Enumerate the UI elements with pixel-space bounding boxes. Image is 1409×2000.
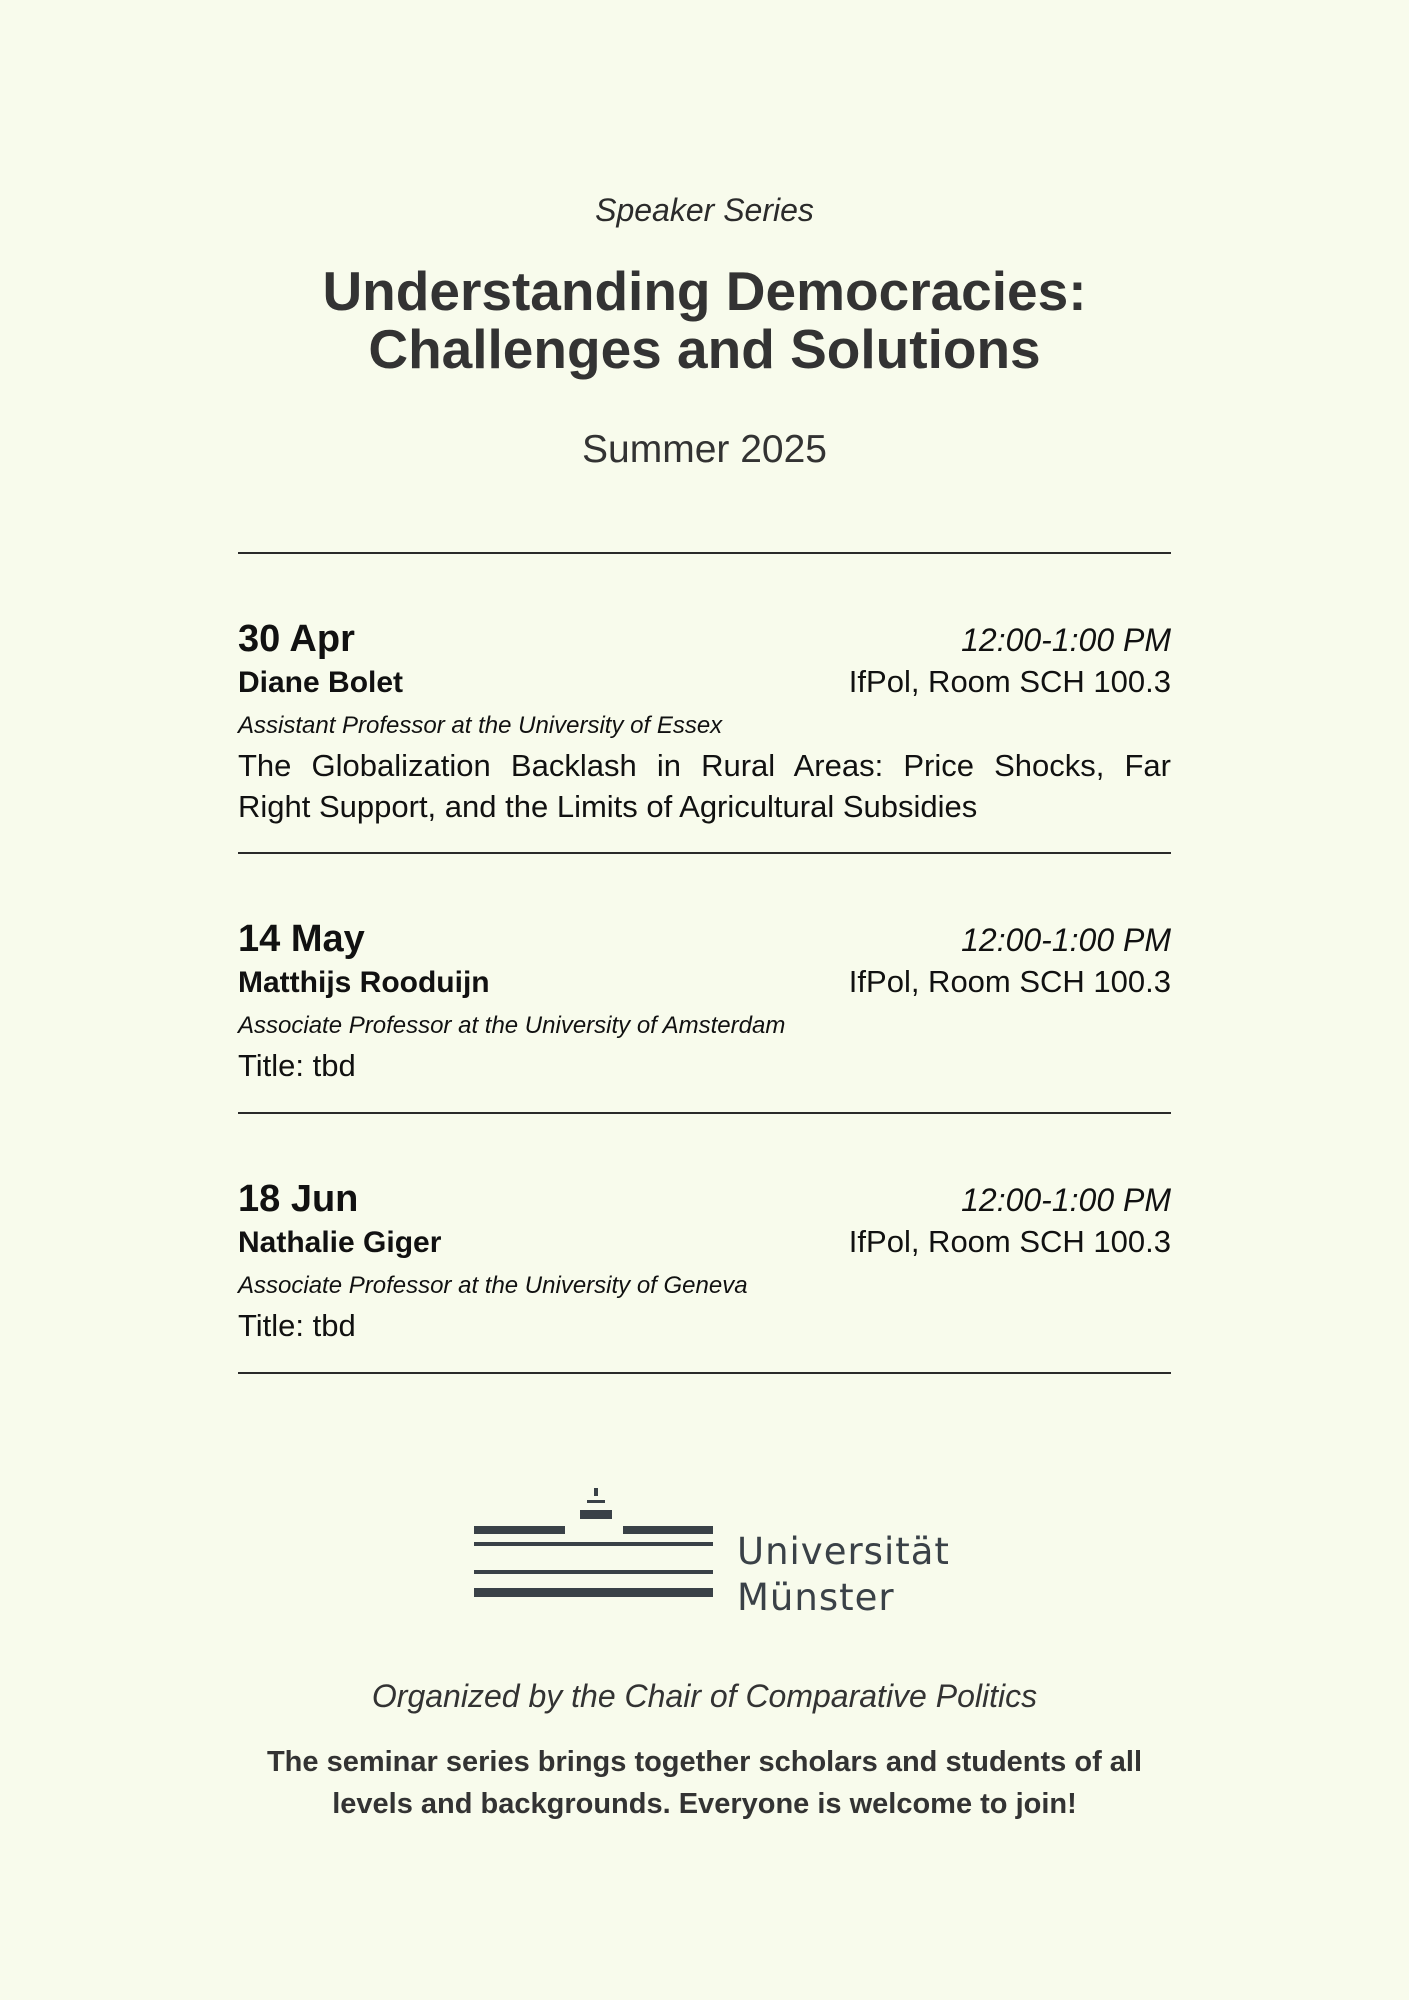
event-date: 14 May xyxy=(238,918,365,960)
title-line-1: Understanding Democracies: xyxy=(322,260,1087,322)
university-logo xyxy=(473,1488,953,1628)
event-speaker: Nathalie Giger xyxy=(238,1226,442,1259)
event-speaker: Diane Bolet xyxy=(238,666,404,699)
divider xyxy=(238,552,1171,554)
event-affiliation: Associate Professor at the University of Amsterdam xyxy=(238,1012,786,1039)
event-item xyxy=(238,917,1171,1086)
event-time: 12:00-1:00 PM xyxy=(961,922,1171,958)
event-talk-title xyxy=(238,745,1171,827)
logo-text-line-1: Universität xyxy=(737,1530,950,1573)
page-title xyxy=(0,262,1409,378)
event-affiliation: Associate Professor at the University of Geneva xyxy=(238,1272,748,1299)
event-room: IfPol, Room SCH 100.3 xyxy=(848,664,1171,699)
organizer-note: Organized by the Chair of Comparative Politics xyxy=(371,1678,1038,1714)
event-talk-title: Title: tbd xyxy=(238,1308,356,1343)
welcome-line-1: The seminar series brings together scholars and students of all xyxy=(266,1746,1143,1778)
series-label: Speaker Series xyxy=(595,192,814,228)
event-item xyxy=(238,1177,1171,1346)
event-room: IfPol, Room SCH 100.3 xyxy=(848,1224,1171,1259)
title-line-2: Challenges and Solutions xyxy=(368,318,1041,380)
talk-title-line-1: The Globalization Backlash in Rural Areas: Price Shocks, Far xyxy=(238,748,1171,783)
event-date: 30 Apr xyxy=(238,618,355,660)
event-room: IfPol, Room SCH 100.3 xyxy=(848,964,1171,999)
event-item xyxy=(238,617,1171,827)
event-time: 12:00-1:00 PM xyxy=(961,1182,1171,1218)
semester-label: Summer 2025 xyxy=(582,428,827,471)
divider xyxy=(238,1112,1171,1114)
divider xyxy=(238,1372,1171,1374)
welcome-line-2: levels and backgrounds. Everyone is welcome to join! xyxy=(332,1788,1077,1820)
logo-text-line-2: Münster xyxy=(737,1576,895,1619)
talk-title-line-2: Right Support, and the Limits of Agricultural Subsidies xyxy=(238,789,978,824)
event-date: 18 Jun xyxy=(238,1178,359,1220)
divider xyxy=(238,852,1171,854)
welcome-note xyxy=(200,1741,1209,1825)
event-time: 12:00-1:00 PM xyxy=(961,622,1171,658)
event-talk-title: Title: tbd xyxy=(238,1048,356,1083)
event-speaker: Matthijs Rooduijn xyxy=(238,966,490,999)
university-logo-mark-icon xyxy=(473,1488,723,1628)
event-affiliation: Assistant Professor at the University of Essex xyxy=(238,712,723,739)
